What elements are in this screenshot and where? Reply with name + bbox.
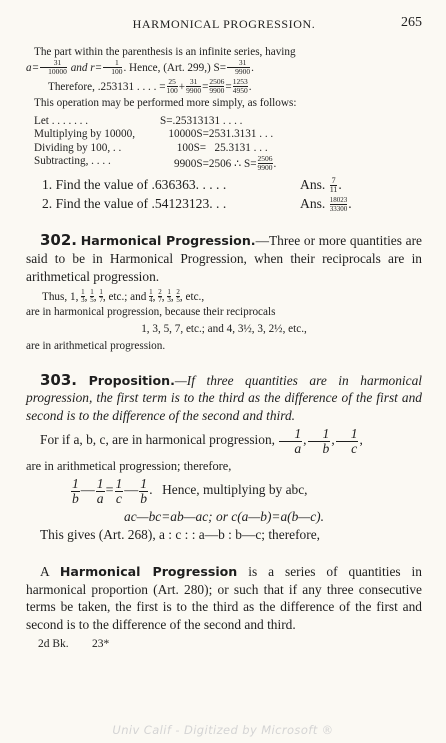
- art302-examples: [26, 289, 422, 354]
- proposition-statement: —If three quantities are in harmonical progression, the first term is to the third as the difference of the first and second is to the difference of the second and third.: [26, 372, 422, 423]
- book-page: [26, 14, 422, 650]
- definition-paragraph: A Harmonical Progression is a series of quantities in harmonical proportion (Art. 280); or such that if any three consecutive terms be taken, the first is to the third as the difference of the first and second is to the difference of the second and third.: [26, 564, 422, 632]
- for-if-line: For if a, b, c, are in harmonical progression, $\frac{1}{a}$ , $\frac{1}{b}$ , $\frac{1}{c}$ ,: [40, 425, 363, 456]
- exercise-item: [26, 177, 422, 194]
- t1-fraction: $\frac{25}{100}$: [166, 77, 178, 96]
- a-equals: a=: [26, 62, 40, 75]
- article-number: 303.: [40, 370, 78, 389]
- defined-term: Harmonical Progression: [59, 564, 238, 580]
- arith-progression-line: are in arithmetical progression; therefore,: [26, 458, 232, 473]
- hence-text: . Hence, (Art. 299,) S=: [123, 62, 227, 75]
- running-head: [26, 14, 422, 34]
- article-number: 302.: [40, 231, 78, 250]
- signature-left: 2d Bk.: [38, 637, 69, 650]
- arith-line: are in arithmetical progression.: [26, 340, 166, 353]
- article-text: —Three or more quantities are said to be in Harmonical Progression, when their reciprocals are in arithmetical progression.: [26, 233, 422, 284]
- r-fraction: $\frac{1}{100}$: [103, 59, 122, 76]
- exercise-question: 1. Find the value of .636363. . . . .: [42, 177, 227, 193]
- s-fraction: $\frac{31}{9900}$: [227, 59, 250, 76]
- article-title: Proposition.: [88, 372, 175, 388]
- because-line: are in harmonical progression, because their reciprocals: [26, 305, 276, 318]
- running-title: HARMONICAL PROGRESSION.: [132, 17, 316, 31]
- operation-row: Subtracting, . . . . 9900S=2506 ∴ S= $\frac{2506}{9900}$ .: [34, 153, 277, 172]
- intro-line: The part within the parenthesis is an infinite series, having: [34, 46, 296, 58]
- operation-row: Dividing by 100, . . 100S= 25.3131 . . .: [34, 141, 268, 154]
- therefore-line: Therefore, .253131 . . . . = $\frac{25}{100}$ + $\frac{31}{9900}$ = $\frac{2506}{9900}$ = $\frac{1253}{4950}$ .: [48, 77, 252, 96]
- signature-right: 23*: [92, 637, 110, 650]
- page-number: 265: [401, 15, 422, 30]
- t4-fraction: $\frac{1253}{4950}$: [232, 77, 248, 96]
- exercises: [26, 177, 422, 213]
- t3-fraction: $\frac{2506}{9900}$: [209, 77, 225, 96]
- exercise-item: [26, 196, 422, 213]
- exercise-answer: Ans. $\frac{7}{11}$ .: [300, 176, 342, 195]
- result-fraction: $\frac{2506}{9900}$: [257, 153, 273, 172]
- t2-fraction: $\frac{31}{9900}$: [186, 77, 202, 96]
- digitization-watermark: Univ Calif - Digitized by Microsoft ®: [112, 723, 334, 737]
- simpler-line: This operation may be performed more simply, as follows:: [34, 97, 297, 110]
- signature-line: [26, 638, 422, 650]
- thus-line: Thus, 1, $\frac{1}{3}$ , $\frac{1}{5}$ , $\frac{1}{7}$ , etc.; and $\frac{1}{4}$ , $\frac{2}{7}$ , $\frac{1}{3}$ , $\frac{2}{5}$ , etc.,: [42, 288, 205, 305]
- article-303: [26, 372, 422, 425]
- operations-table: [26, 114, 422, 172]
- operation-row: Let . . . . . . . S=.25313131 . . . .: [34, 114, 243, 127]
- article-title: Harmonical Progression.: [80, 233, 256, 249]
- exercise-answer: Ans. $\frac{18023}{33300}$ .: [300, 196, 352, 214]
- exercise-question: 2. Find the value of .54123123. . .: [42, 196, 227, 212]
- therefore-lead: Therefore, .253131 . . . . =: [48, 81, 166, 94]
- equation-two: ac—bc=ab—ac; or c(a—b)=a(b—c).: [124, 508, 324, 524]
- reciprocals-line: 1, 3, 5, 7, etc.; and 4, 3½, 3, 2½, etc.,: [141, 322, 307, 335]
- reciprocal-equation: $\frac{1}{b}$ — $\frac{1}{a}$ = $\frac{1}{c}$ — $\frac{1}{b}$ . Hence, multiplying by abc,: [72, 475, 308, 506]
- a-fraction: $\frac{31}{10000}$: [40, 59, 67, 76]
- article-302: [26, 232, 422, 285]
- operation-row: Multiplying by 10000, 10000S=2531.3131 . . .: [34, 128, 274, 141]
- intro-paragraph: The part within the parenthesis is an infinite series, having a= $\frac{31}{10000}$ and r= $\frac{1}{100}$ . Hence, (Art. 299,) S= $\frac{31}{9900}$ .: [26, 46, 296, 77]
- gives-line: This gives (Art. 268), a : c : : a—b : b—c; therefore,: [40, 526, 321, 542]
- r-equals: and r=: [70, 62, 103, 75]
